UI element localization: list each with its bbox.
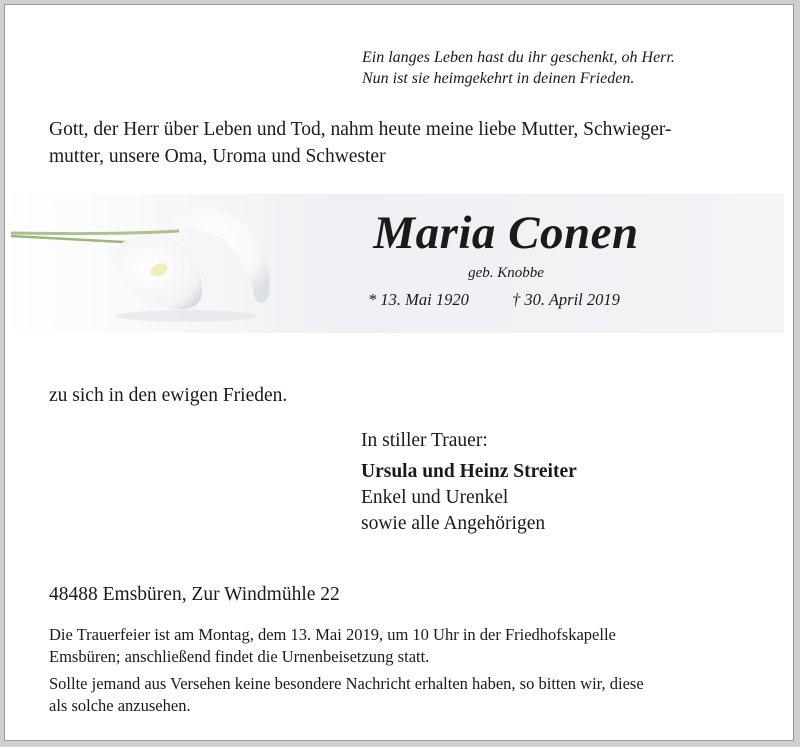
death-date: † 30. April 2019 [512,290,620,309]
quote-line-2: Nun ist sie heimgekehrt in deinen Frieden. [362,70,635,87]
address: 48488 Emsbüren, Zur Windmühle 22 [49,584,340,605]
funeral-notice-line-2: Emsbüren; anschließend findet die Urnenbeisetzung statt. [49,646,430,666]
mourners-block [361,428,761,537]
quote [362,47,782,89]
birth-name: geb. Knobbe [468,265,544,281]
intro-text [49,116,761,170]
deceased-name: Maria Conen [373,207,639,259]
mourner-line: sowie alle Angehörigen [361,513,546,534]
intro-line-2: mutter, unsere Oma, Uroma und Schwester [49,146,386,167]
funeral-notice-line-1: Die Trauerfeier ist am Montag, dem 13. Mai 2019, um 10 Uhr in der Friedhofskapelle [49,625,616,644]
notification-notice-line-2: als solche anzusehen. [49,695,191,715]
quote-line-1: Ein langes Leben hast du ihr geschenkt, oh Herr. [362,49,675,66]
intro-line-1: Gott, der Herr über Leben und Tod, nahm heute meine liebe Mutter, Schwieger- [49,119,672,140]
birth-date: * 13. Mai 1920 [368,290,469,309]
mourner-main: Ursula und Heinz Streiter [361,461,577,482]
mourner-line: Enkel und Urenkel [361,487,509,508]
funeral-notice [49,624,761,667]
notification-notice [49,673,761,716]
closing-text: zu sich in den ewigen Frieden. [49,385,288,406]
mourning-heading: In stiller Trauer: [361,430,488,451]
notification-notice-line-1: Sollte jemand aus Versehen keine besondere Nachricht erhalten haben, so bitten wir, diese [49,674,644,693]
